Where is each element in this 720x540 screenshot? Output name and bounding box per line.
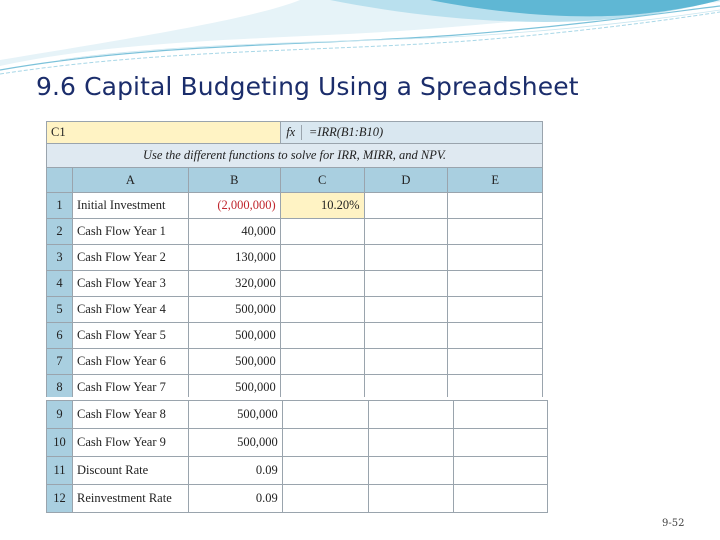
formula-bar	[47, 122, 543, 144]
cell-e8[interactable]	[448, 375, 543, 398]
column-header-b[interactable]: B	[188, 168, 280, 193]
cell-c2[interactable]	[280, 219, 364, 245]
cell-c9[interactable]	[282, 401, 368, 429]
cell-b6[interactable]: 500,000	[188, 323, 280, 349]
cell-c10[interactable]	[282, 429, 368, 457]
cell-a9[interactable]: Cash Flow Year 8	[72, 401, 188, 429]
row-number[interactable]: 6	[47, 323, 73, 349]
cell-b5[interactable]: 500,000	[188, 297, 280, 323]
table-row	[47, 401, 548, 429]
page-number: 9-52	[662, 518, 685, 529]
cell-c11[interactable]	[282, 457, 368, 485]
cell-a12[interactable]: Reinvestment Rate	[72, 485, 188, 513]
table-row	[47, 349, 543, 375]
cell-e1[interactable]	[448, 193, 543, 219]
cell-e11[interactable]	[454, 457, 548, 485]
table-row	[47, 219, 543, 245]
row-number[interactable]: 11	[47, 457, 73, 485]
cell-b7[interactable]: 500,000	[188, 349, 280, 375]
cell-d1[interactable]	[364, 193, 448, 219]
cell-b10[interactable]: 500,000	[188, 429, 282, 457]
spreadsheet-bottom	[46, 400, 548, 513]
cell-e10[interactable]	[454, 429, 548, 457]
cell-a10[interactable]: Cash Flow Year 9	[72, 429, 188, 457]
row-number[interactable]: 1	[47, 193, 73, 219]
cell-c8[interactable]	[280, 375, 364, 398]
formula-input[interactable]: =IRR(B1:B10)	[308, 125, 384, 139]
cell-c5[interactable]	[280, 297, 364, 323]
cell-d11[interactable]	[368, 457, 454, 485]
row-number[interactable]: 3	[47, 245, 73, 271]
cell-d6[interactable]	[364, 323, 448, 349]
formula-area	[280, 122, 542, 144]
cell-d8[interactable]	[364, 375, 448, 398]
table-row	[47, 485, 548, 513]
cell-b11[interactable]: 0.09	[188, 457, 282, 485]
cell-d4[interactable]	[364, 271, 448, 297]
cell-d12[interactable]	[368, 485, 454, 513]
cell-e12[interactable]	[454, 485, 548, 513]
cell-d2[interactable]	[364, 219, 448, 245]
table-row	[47, 271, 543, 297]
table-row	[47, 323, 543, 349]
cell-c1[interactable]: 10.20%	[280, 193, 364, 219]
row-number[interactable]: 7	[47, 349, 73, 375]
table-row	[47, 245, 543, 271]
cell-b3[interactable]: 130,000	[188, 245, 280, 271]
row-number[interactable]: 2	[47, 219, 73, 245]
corner-cell[interactable]	[47, 168, 73, 193]
row-number[interactable]: 8	[47, 375, 73, 398]
cell-e3[interactable]	[448, 245, 543, 271]
cell-e6[interactable]	[448, 323, 543, 349]
column-header-d[interactable]: D	[364, 168, 448, 193]
cell-a8[interactable]: Cash Flow Year 7	[72, 375, 188, 398]
cell-a1[interactable]: Initial Investment	[72, 193, 188, 219]
cell-b1[interactable]: (2,000,000)	[188, 193, 280, 219]
column-header-c[interactable]: C	[280, 168, 364, 193]
name-box[interactable]: C1	[47, 122, 281, 144]
cell-c4[interactable]	[280, 271, 364, 297]
cell-b2[interactable]: 40,000	[188, 219, 280, 245]
column-header-e[interactable]: E	[448, 168, 543, 193]
cell-d7[interactable]	[364, 349, 448, 375]
cell-a3[interactable]: Cash Flow Year 2	[72, 245, 188, 271]
cell-a11[interactable]: Discount Rate	[72, 457, 188, 485]
cell-d10[interactable]	[368, 429, 454, 457]
cell-c12[interactable]	[282, 485, 368, 513]
cell-c3[interactable]	[280, 245, 364, 271]
cell-b12[interactable]: 0.09	[188, 485, 282, 513]
cell-b9[interactable]: 500,000	[188, 401, 282, 429]
row-number[interactable]: 10	[47, 429, 73, 457]
cell-d3[interactable]	[364, 245, 448, 271]
cell-d9[interactable]	[368, 401, 454, 429]
cell-a5[interactable]: Cash Flow Year 4	[72, 297, 188, 323]
cell-e9[interactable]	[454, 401, 548, 429]
header-wave-decoration	[0, 0, 720, 80]
cell-b8[interactable]: 500,000	[188, 375, 280, 398]
table-row	[47, 429, 548, 457]
table-row	[47, 457, 548, 485]
cell-e2[interactable]	[448, 219, 543, 245]
cell-a4[interactable]: Cash Flow Year 3	[72, 271, 188, 297]
row-number[interactable]: 4	[47, 271, 73, 297]
cell-c6[interactable]	[280, 323, 364, 349]
cell-e5[interactable]	[448, 297, 543, 323]
cell-c7[interactable]	[280, 349, 364, 375]
column-header-a[interactable]: A	[72, 168, 188, 193]
cell-a2[interactable]: Cash Flow Year 1	[72, 219, 188, 245]
cell-b4[interactable]: 320,000	[188, 271, 280, 297]
row-number[interactable]: 5	[47, 297, 73, 323]
spreadsheet-top	[46, 121, 543, 397]
table-row	[47, 297, 543, 323]
cell-a6[interactable]: Cash Flow Year 5	[72, 323, 188, 349]
sheet-caption: Use the different functions to solve for IRR, MIRR, and NPV.	[47, 144, 543, 168]
cell-d5[interactable]	[364, 297, 448, 323]
cell-a7[interactable]: Cash Flow Year 6	[72, 349, 188, 375]
row-number[interactable]: 9	[47, 401, 73, 429]
row-number[interactable]: 12	[47, 485, 73, 513]
table-row	[47, 193, 543, 219]
fx-icon: fx	[281, 125, 302, 140]
slide-title: 9.6 Capital Budgeting Using a Spreadsheet	[36, 72, 579, 101]
cell-e4[interactable]	[448, 271, 543, 297]
cell-e7[interactable]	[448, 349, 543, 375]
column-header-row	[47, 168, 543, 193]
table-row	[47, 375, 543, 398]
